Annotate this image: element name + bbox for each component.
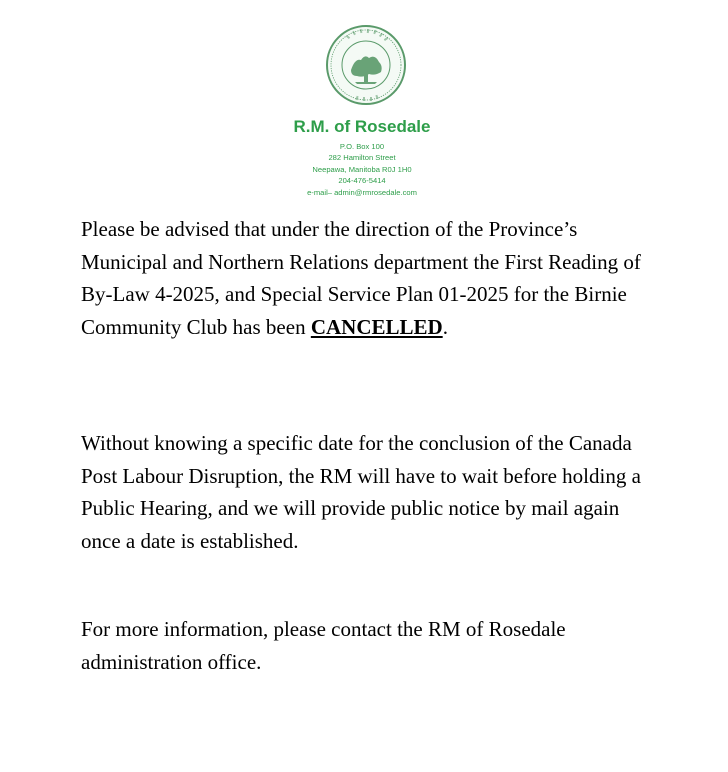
address-po-box: P.O. Box 100 (339, 142, 385, 151)
address-street: 282 Hamilton Street (328, 153, 396, 163)
notice-paragraph-contact: For more information, please contact the RM of Rosedale administration office. (81, 617, 566, 674)
address-email: e-mail– admin@rmrosedale.com (307, 187, 417, 197)
organization-name: R.M. of Rosedale (293, 117, 431, 136)
cancellation-text: Please be advised that under the direction of the Province’s Municipal and Northern Relations department the First Reading of By-Law 4-2025, and Special Service Plan 01-2025 for the Birnie Community Club has been (81, 217, 641, 339)
cancellation-period: . (442, 314, 448, 339)
address-block (0, 141, 724, 198)
cancelled-emphasis: CANCELLED (310, 314, 443, 339)
address-city: Neepawa, Manitoba R0J 1H0 (312, 164, 412, 174)
notice-paragraph-cancellation (81, 213, 651, 343)
municipal-seal-icon (325, 24, 407, 106)
address-phone: 204-476-5414 (338, 176, 386, 186)
municipal-seal (325, 24, 407, 106)
notice-paragraph-public-hearing: Without knowing a specific date for the conclusion of the Canada Post Labour Disruption, the RM will have to wait before holding a Public Hearing, and we will provide public notice by mail again once a date is established. (81, 431, 641, 553)
